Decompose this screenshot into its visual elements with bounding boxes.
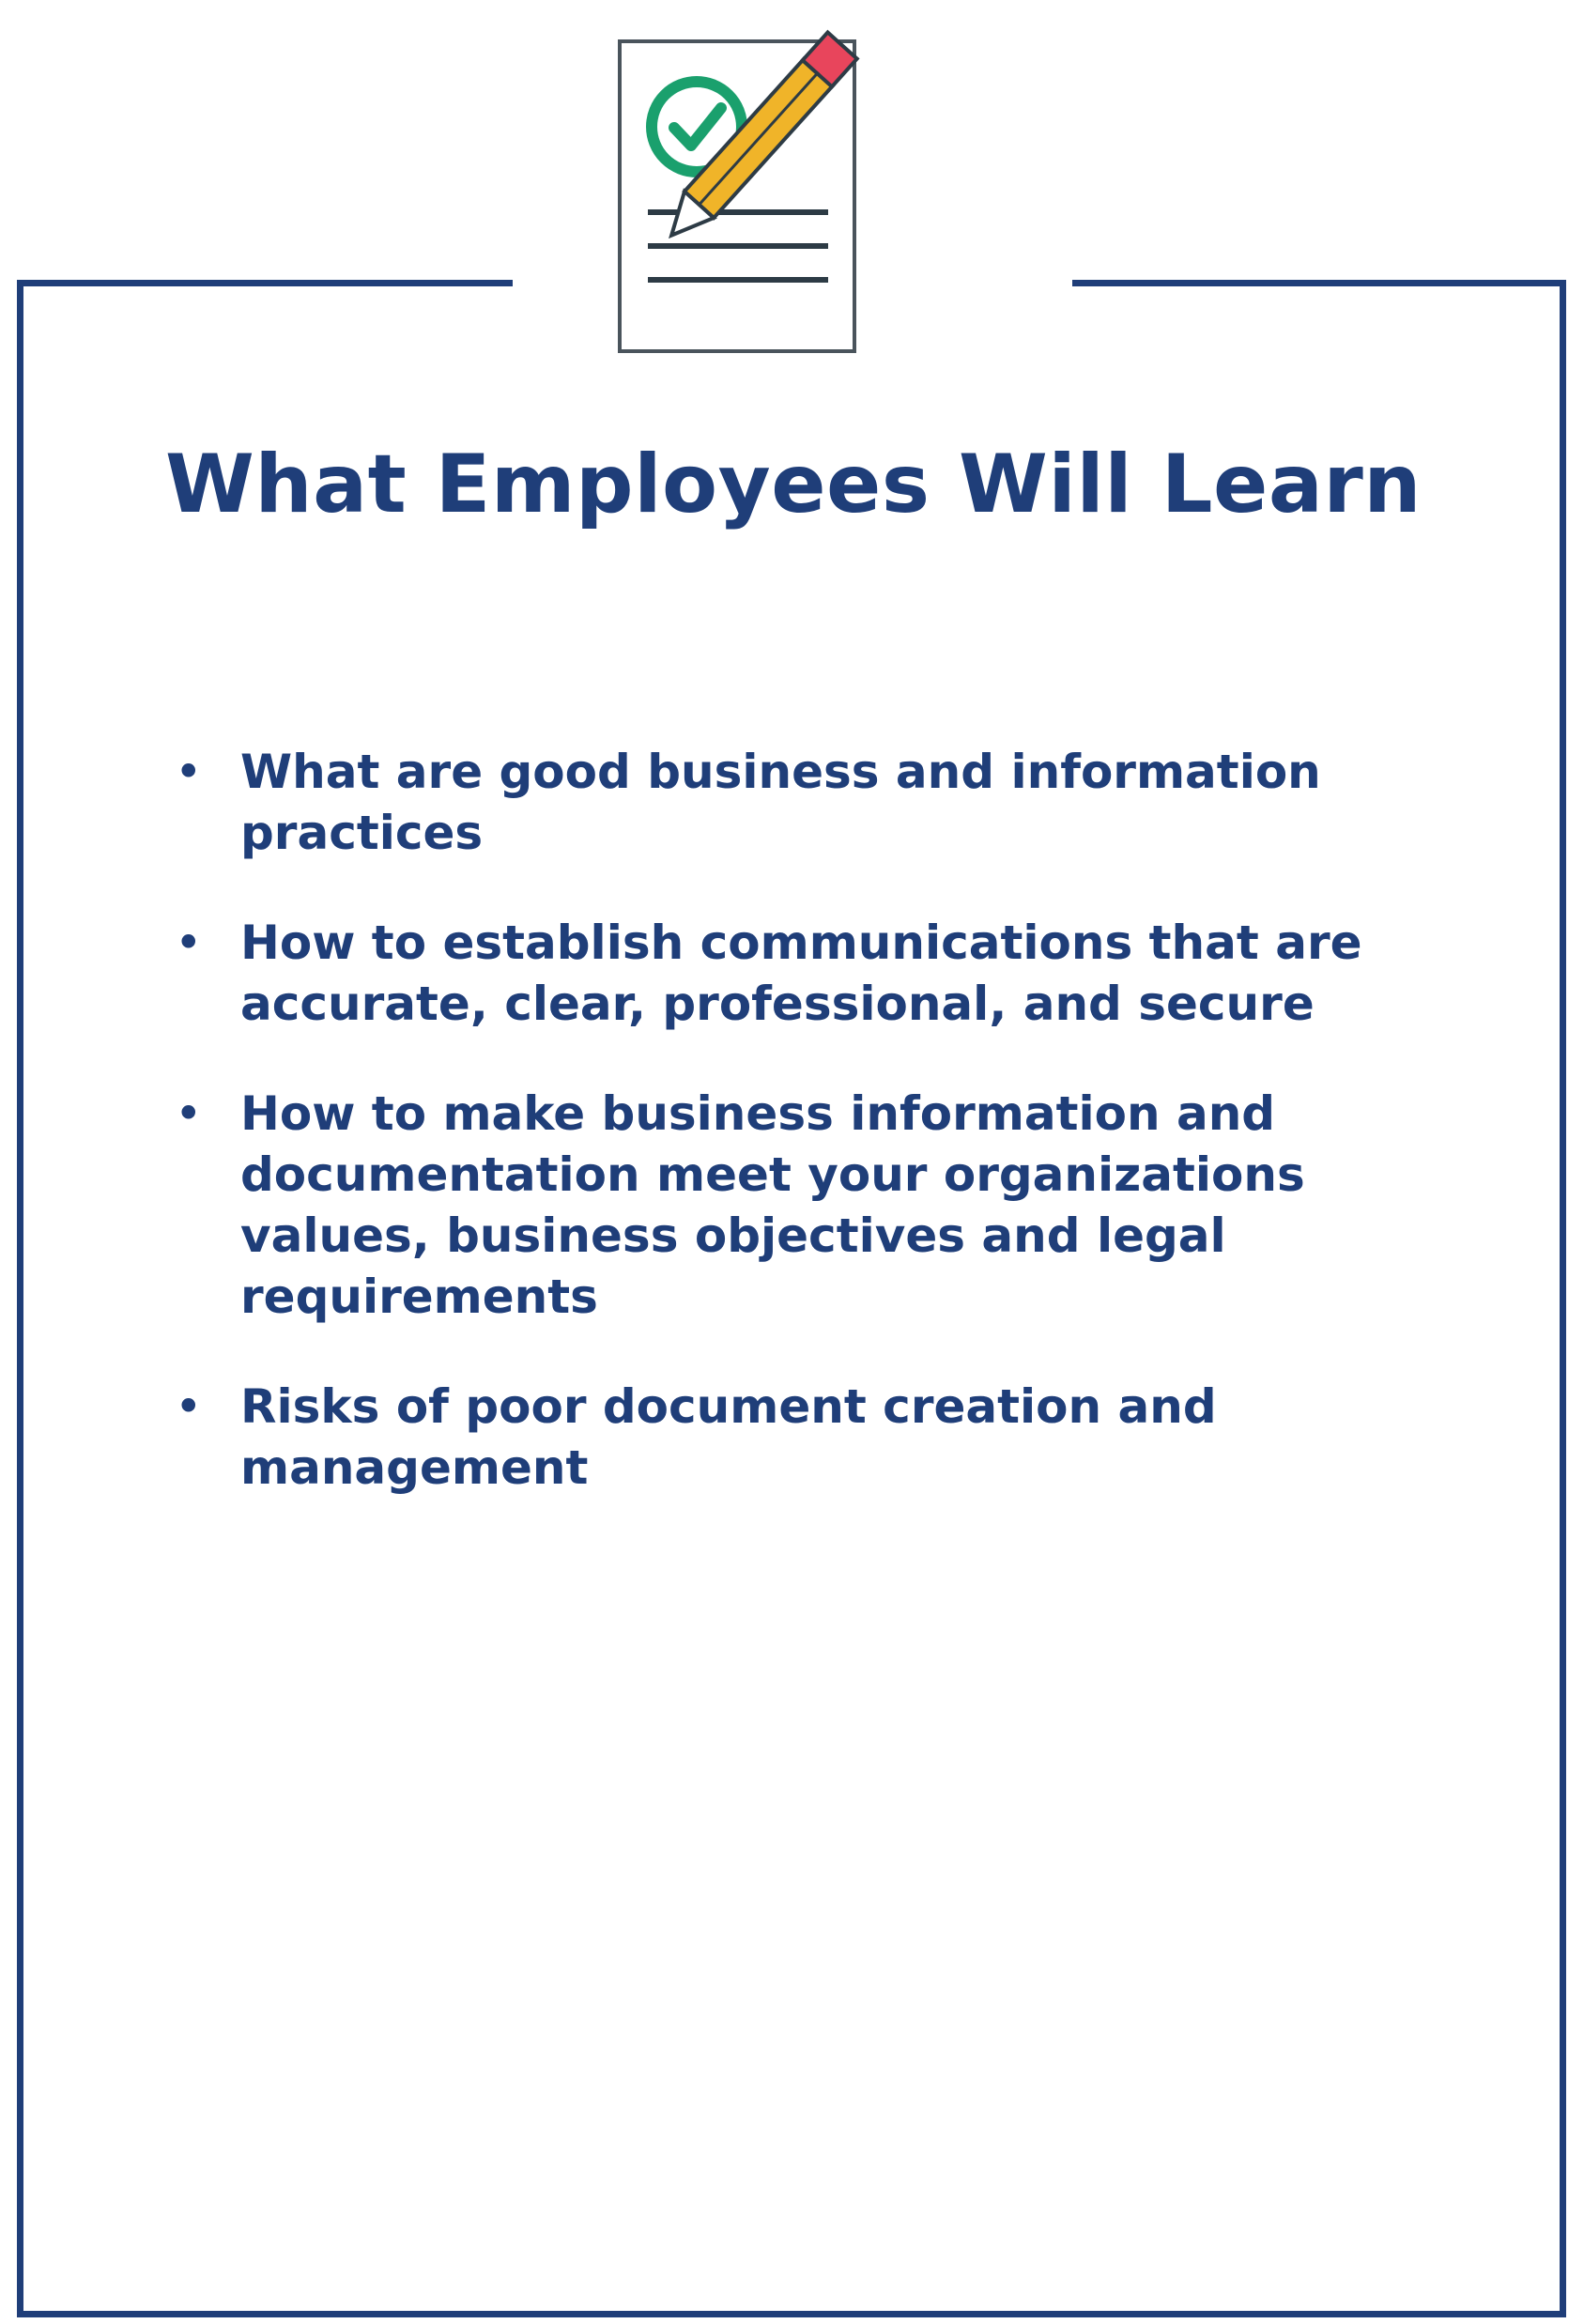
list-item-label: How to establish communications that are accurate, clear, professional, and secure <box>240 916 1362 1031</box>
list-item <box>150 1377 1484 1499</box>
bullet-marker-icon: • <box>175 1379 203 1434</box>
bullet-marker-icon: • <box>175 1086 203 1141</box>
slide-border-top-left-segment <box>17 280 513 286</box>
document-checkmark-pencil-icon <box>610 28 977 394</box>
list-item-label: How to make business information and documentation meet your organizations values, business objectives and legal requirements <box>240 1086 1305 1324</box>
slide-border-top-right-segment <box>1072 280 1566 286</box>
list-item-label: What are good business and information practices <box>240 745 1321 860</box>
learning-objectives-list <box>150 742 1484 1547</box>
list-item <box>150 913 1484 1035</box>
list-item <box>150 742 1484 864</box>
page-title: What Employees Will Learn <box>164 438 1423 531</box>
bullet-marker-icon: • <box>175 745 203 799</box>
list-item-label: Risks of poor document creation and management <box>240 1379 1217 1495</box>
bullet-marker-icon: • <box>175 916 203 970</box>
list-item <box>150 1084 1484 1328</box>
